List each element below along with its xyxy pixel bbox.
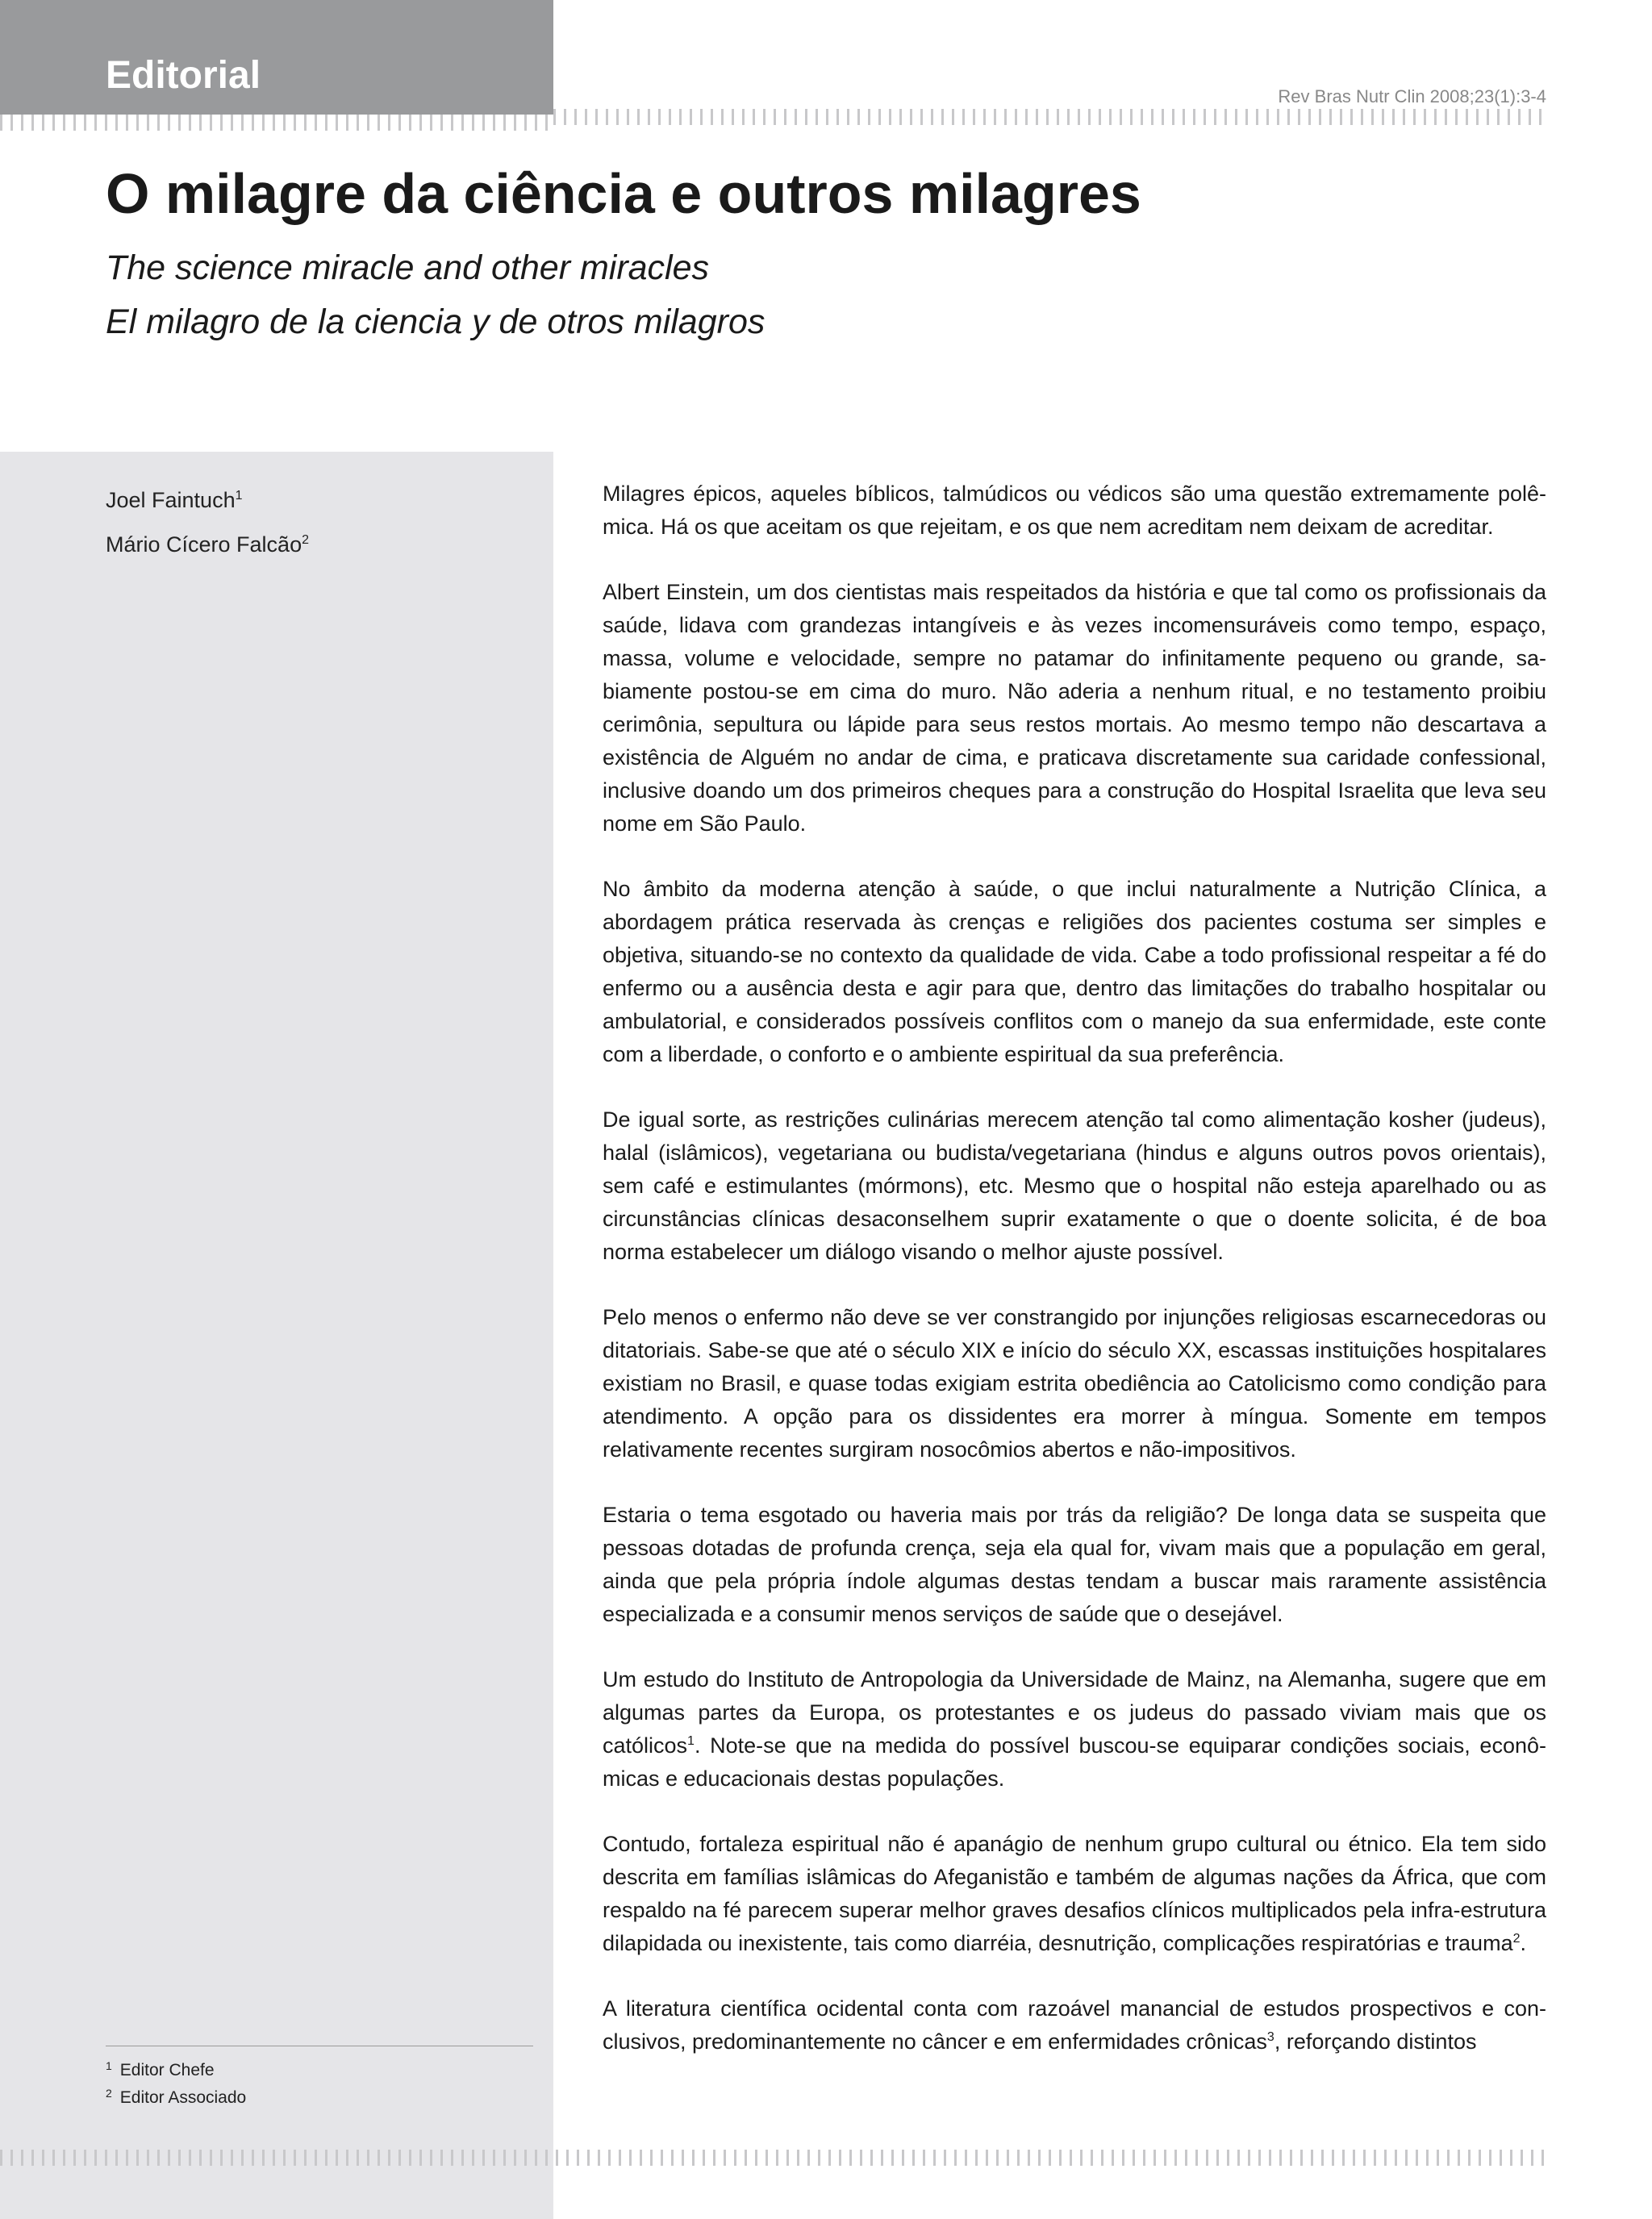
header-tick-strip [0, 115, 553, 131]
journal-citation: Rev Bras Nutr Clin 2008;23(1):3-4 [1278, 86, 1546, 106]
author-sidebar [0, 452, 553, 2219]
article-title: O milagre da ciência e outros milagres [106, 162, 1141, 225]
article-body [603, 478, 1546, 2091]
body-paragraph: Estaria o tema esgotado ou haveria mais por trás da religião? De longa data se suspeita que pessoas dotadas de profunda crença, seja ela qual for, vivam mais que a população em geral, ainda que pela própria índole algumas destas tendam a buscar mais raramente assistência especializada e a consumir menos serviços de saúde que o desejável. [603, 1503, 1546, 1626]
reference-marker: 1 [687, 1734, 695, 1748]
subtitle-spanish: El milagro de la ciencia y de otros milagros [106, 302, 766, 341]
author-name: Mário Cícero Falcão$^2$ [106, 532, 309, 557]
body-paragraph: No âmbito da moderna atenção à saúde, o que inclui naturalmente a Nutrição Clínica, a abordagem prática reservada às crenças e religiões dos pacientes costuma ser simples e objetiva, situando-se no contexto da qualidade de vida. Cabe a todo profissional respeitar a fé do enfermo ou a ausência desta e agir para que, dentro das limitações do trabalho hospitalar ou ambulatorial, e considerados possíveis conflitos com o manejo da sua enfermidade, este conte com a liberdade, o conforto e o ambiente espiritual da sua preferência. [603, 877, 1546, 1066]
body-paragraph: A literatura científica ocidental conta com razoável manancial de estudos prospectivos e conclusivos, predominantemente no câncer e em enfermidades crônicas$^3$, reforçando distintos [603, 1996, 1546, 2054]
body-paragraph: Milagres épicos, aqueles bíblicos, talmúdicos ou védicos são uma questão extremamente polêmica. Há os que aceitam os que rejeitam, e os que nem acreditam nem deixam de acreditar. [603, 482, 1546, 539]
footnote: $^2$ Editor Associado [106, 2087, 247, 2107]
body-paragraph: Pelo menos o enfermo não deve se ver constrangido por injunções religiosas escarnecedoras ou ditatoriais. Sabe-se que até o século XIX e início do século XX, escassas instituições hospitalares existiam no Brasil, e quase todas exigiam estrita obediência ao Catolicismo como condição para atendimento. A opção para os dissidentes era morrer à míngua. Somente em tempos relativamente recentes surgiram nosocômios abertos e não-impositivos. [603, 1305, 1546, 1462]
section-header-bar [0, 0, 553, 115]
footer-tick-strip [0, 2150, 1546, 2166]
body-paragraph: Um estudo do Instituto de Antropologia da Universidade de Mainz, na Alemanha, sugere que em algumas partes da Europa, os protestantes e os judeus do passado viviam mais que os católicos$^1$. Note-se que na medida do possível buscou-se equiparar condições sociais, econômicas e educacionais destas populações. [603, 1667, 1546, 1791]
header-tick-strip-right [553, 109, 1546, 125]
reference-marker: 3 [1266, 2030, 1274, 2044]
footnote: $^1$ Editor Chefe [106, 2059, 215, 2079]
body-paragraph: Contudo, fortaleza espiritual não é apanágio de nenhum grupo cultural ou étnico. Ela tem sido descrita em famílias islâmicas do Afeganistão e também de algumas nações da África, que com respaldo na fé parecem superar melhor graves desafios clínicos multiplicados pela infra-estrutura dilapidada ou inexistente, tais como diarréia, desnutrição, complicações respiratórias e trauma$^2$. [603, 1832, 1546, 1955]
body-paragraph: Albert Einstein, um dos cientistas mais respeitados da história e que tal como os profissionais da saúde, lidava com grandezas intangíveis e às vezes incomensuráveis como tempo, espaço, massa, volume e velocidade, sempre no patamar do infinitamente pequeno ou grande, sabiamente postou-se em cima do muro. Não aderia a nenhum ritual, e no testamento proibiu cerimônia, sepultura ou lápide para seus restos mortais. Ao mesmo tempo não descartava a existência de Alguém no andar de cima, e praticava discretamente sua caridade confessional, inclusive doando um dos primeiros cheques para a construção do Hospital Israelita que leva seu nome em São Paulo. [603, 580, 1546, 836]
body-paragraph: De igual sorte, as restrições culinárias merecem atenção tal como alimentação kosher (judeus), halal (islâmicos), vegetariana ou budista/vegetariana (hindus e alguns outros povos orientais), sem café e estimulantes (mórmons), etc. Mesmo que o hospital não esteja aparelhado ou as circunstâncias clínicas desaconselhem suprir exatamente o que o doente solicita, é de boa norma estabelecer um diálogo visando o melhor ajuste possível. [603, 1107, 1546, 1264]
subtitle-english: The science miracle and other miracles [106, 248, 710, 287]
reference-marker: 2 [1512, 1932, 1521, 1946]
author-name: Joel Faintuch$^1$ [106, 488, 243, 512]
section-label: Editorial [106, 54, 261, 97]
